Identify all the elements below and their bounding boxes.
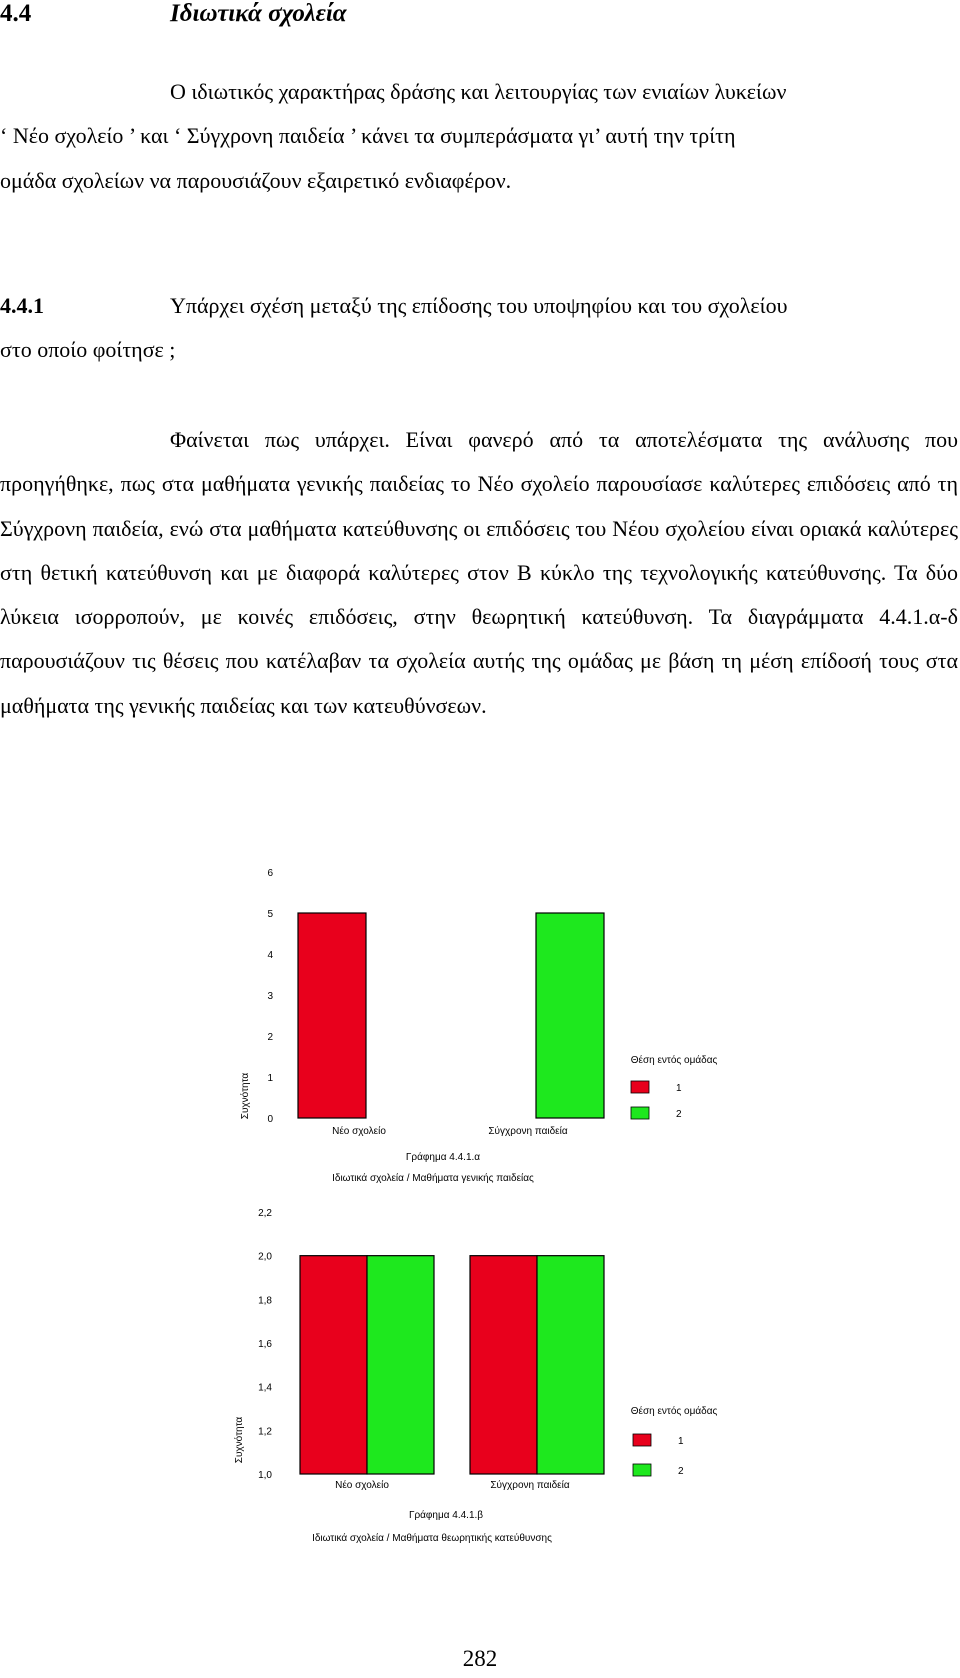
subsection-heading: [0, 284, 958, 373]
intro-paragraph: [0, 70, 958, 203]
bar: [537, 1256, 604, 1474]
chart-caption: Γράφημα 4.4.1.β: [408, 1510, 484, 1521]
y-tick-label: 1,6: [258, 1339, 272, 1350]
y-tick-label: 0: [267, 1114, 273, 1125]
bar: [367, 1256, 434, 1474]
body-paragraph: [0, 418, 958, 728]
legend-label: 1: [678, 1436, 684, 1447]
y-tick-label: 4: [267, 950, 273, 961]
body-text: Φαίνεται πως υπάρχει. Είναι φανερό από τα αποτελέσματα της ανάλυσης που προηγήθηκε, πως στα μαθήματα γενικής παιδείας το Νέο σχολείο παρουσίασε καλύτερες επιδόσεις από τη Σύγχρονη παιδεία, ενώ στα μαθήματα κατεύθυνσης οι επιδόσεις του Νέου σχολείου είναι οριακά καλύτερες στη θετική κατεύθυνση και με διαφορά καλύτερες στον Β κύκλο της τεχνολογικής κατεύθυνσης. Τα δύο λύκεια ισορροπούν, με κοινές επιδόσεις, στην θεωρητική κατεύθυνση. Τα διαγράμματα 4.4.1.α-δ παρουσιάζουν τις θέσεις που κατέλαβαν τα σχολεία αυτής της ομάδας με βάση τη μέση επίδοσή τους στα μαθήματα της γενικής παιδείας και των κατευθύνσεων.: [0, 427, 958, 718]
x-category-label: Σύγχρονη παιδεία: [490, 1480, 570, 1491]
y-tick-label: 2,2: [258, 1208, 272, 1219]
chart-caption: Γράφημα 4.4.1.α: [405, 1152, 481, 1163]
x-category-label: Σύγχρονη παιδεία: [488, 1126, 568, 1137]
y-tick-label: 1,4: [258, 1382, 272, 1394]
y-tick-label: 6: [267, 868, 273, 879]
intro-line-3: ομάδα σχολείων να παρουσιάζουν εξαιρετικό ενδιαφέρον.: [0, 167, 512, 193]
section-number: 4.4: [0, 0, 32, 27]
x-category-label: Νέο σχολείο: [332, 1126, 386, 1137]
legend-label: 2: [678, 1466, 684, 1477]
bar: [298, 913, 366, 1118]
legend-title: Θέση εντός ομάδας: [630, 1055, 718, 1066]
y-tick-label: 1,8: [258, 1295, 272, 1307]
bar: [536, 913, 604, 1118]
bar: [470, 1256, 537, 1474]
section-title: Ιδιωτικά σχολεία: [170, 0, 347, 27]
intro-line-1: Ο ιδιωτικός χαρακτήρας δράσης και λειτουργίας των ενιαίων λυκείων: [170, 79, 787, 104]
legend-swatch: [633, 1464, 651, 1476]
legend-swatch: [631, 1107, 649, 1119]
y-tick-label: 1,0: [258, 1470, 272, 1481]
subsection-question-line-1: Υπάρχει σχέση μεταξύ της επίδοσης του υποψηφίου και του σχολείου: [170, 293, 788, 318]
bar: [300, 1256, 367, 1474]
legend-swatch: [631, 1081, 649, 1093]
y-tick-label: 5: [267, 909, 273, 920]
subsection-question-line-2: στο οποίο φοίτησε ;: [0, 337, 176, 363]
y-axis-label: Συχνότητα: [240, 1072, 251, 1120]
chart-theoretical-direction: [0, 1200, 960, 1560]
y-tick-label: 2: [267, 1032, 273, 1043]
legend-label: 2: [676, 1109, 682, 1120]
y-tick-label: 1: [267, 1073, 273, 1084]
intro-line-2: ‘ Νέο σχολείο ’ και ‘ Σύγχρονη παιδεία ’ κάνει τα συμπεράσματα γι’ αυτή την τρίτη: [0, 123, 736, 149]
chart-general-education: [0, 860, 960, 1190]
y-tick-label: 3: [267, 991, 273, 1002]
page-number: 282: [462, 1646, 498, 1671]
y-tick-label: 1,2: [258, 1426, 272, 1438]
legend-title: Θέση εντός ομάδας: [630, 1406, 718, 1417]
y-tick-label: 2,0: [258, 1251, 272, 1263]
x-category-label: Νέο σχολείο: [335, 1480, 389, 1491]
legend-label: 1: [676, 1083, 682, 1094]
chart-subcaption: Ιδιωτικά σχολεία / Μαθήματα γενικής παιδείας: [332, 1173, 534, 1184]
chart-subcaption: Ιδιωτικά σχολεία / Μαθήματα θεωρητικής κατεύθυνσης: [312, 1533, 552, 1544]
subsection-number: 4.4.1: [0, 293, 44, 318]
y-axis-label: Συχνότητα: [234, 1416, 245, 1464]
legend-swatch: [633, 1434, 651, 1446]
